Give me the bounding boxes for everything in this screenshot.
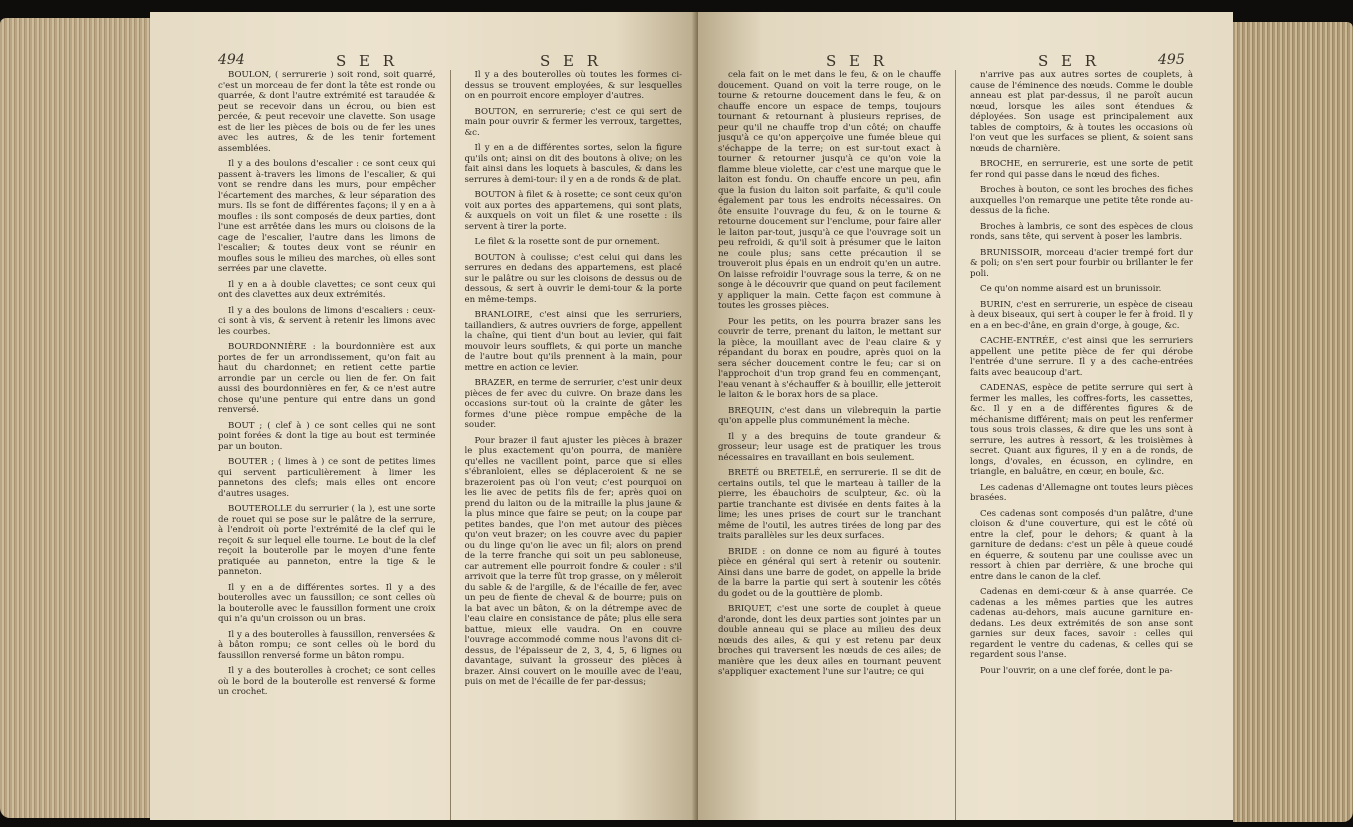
paragraph: Il y a des bouterolles à crochet; ce sont celles où le bord de la bouterolle est renversé & forme un crochet. (218, 666, 436, 697)
paragraph: BOUTEROLLE du serrurier ( la ), est une sorte de rouet qui se pose sur le palâtre de la serrure, à l'endroit où porte l'extrémité de la clef qui le reçoit & sur lequel elle tourne. Le bout de la clef reçoit la bouterolle par le moyen d'une fente pratiquée au panneton, entre la tige & le panneton. (218, 504, 436, 577)
paragraph: BRAZER, en terme de serrurier, c'est unir deux pièces de fer avec du cuivre. On braze dans les occasions sur-tout où la crainte de gâter les formes d'une pièce rompue empêche de la souder. (464, 378, 682, 430)
left-page-edges (0, 18, 150, 818)
paragraph: Le filet & la rosette sont de pur ornement. (474, 237, 660, 247)
paragraph: BRIQUET, c'est une sorte de couplet à queue d'aronde, dont les deux parties sont jointes par un double anneau qui se place au milieu des deux nœuds des ailes, & qui y est retenu par deux broches qui traversent les nœuds de ces ailes; de manière que les deux ailes en tournant peuvent s'appliquer exactement l'une sur l'autre; ce qui (718, 604, 941, 677)
paragraph: Il y a des boulons de limons d'escaliers : ceux-ci sont à vis, & servent à retenir les limons avec les courbes. (218, 305, 436, 337)
paragraph: BRUNISSOIR, morceau d'acier trempé fort dur & poli; on s'en sert pour fourbir ou brillanter le fer poli. (970, 247, 1193, 279)
right-column-2 (970, 70, 1193, 820)
paragraph: Pour brazer il faut ajuster les pièces à brazer le plus exactement qu'on pourra, de manière qu'elles ne vacillent point, parce que si elles s'ébranloient, elles se déplaceroient & ne se brazeroient pas où l'on veut; c'est pourquoi on les lie avec de petits fils de fer; après quoi on prend du laiton ou de la mitraille la plus jaune & la plus mince que faire se peut; on la coupe par petites bandes, que l'on met autour des pièces qu'on veut brazer; on les couvre avec du papier ou du linge qu'on lie avec un fil; alors on prend de la terre franche qui soit un peu sabloneuse, car autrement elle pourroit fondre & couler : s'il arrivoit que la terre fût trop grasse, on y mêleroit du sable & de l'argille, & de l'écaille de fer, avec un peu de fiente de cheval & de bourre; puis on la bat avec un bâton, & on la détrempe avec de l'eau claire en consistance de pâte; plus elle sera battue, mieux elle vaudra. On en couvre l'ouvrage accommodé comme nous l'avons dit ci-dessus, de l'épaisseur de 2, 3, 4, 5, 6 lignes ou davantage, suivant la grosseur des pièces à brazer. Ainsi couvert on le mouille avec de l'eau, puis on met de l'écaille de fer par-dessus; (464, 435, 682, 687)
paragraph: Il y en a à double clavettes; ce sont ceux qui ont des clavettes aux deux extrémités. (218, 279, 436, 300)
paragraph: Il y a des bouterolles où toutes les formes ci-dessus se trouvent employées, & sur lesquelles on en pourroit encore employer d'autres. (464, 70, 682, 101)
paragraph: Il y en a de différentes sortes, selon la figure qu'ils ont; ainsi on dit des boutons à olive; on les fait ainsi dans les loquets à bascules, & dans les serrures à demi-tour: il y en a de ronds & de plat. (464, 143, 682, 185)
column-rule (450, 70, 451, 820)
left-running-head-col2: S E R (540, 52, 603, 70)
column-rule (955, 70, 956, 820)
left-column-1 (218, 70, 436, 820)
paragraph: Broches à bouton, ce sont les broches des fiches auxquelles l'on remarque une petite tête ronde au-dessus de la fiche. (970, 185, 1193, 216)
paragraph: cela fait on le met dans le feu, & on le chauffe doucement. Quand on voit la terre rouge, on le tourne & retourne doucement dans le feu, & on chauffe encore un espace de temps, toujours tournant & retournant à plusieurs reprises, de peur qu'il ne chauffe trop d'un côté; on chauffe jusqu'à ce qu'on apperçoive une fumée bleue qui s'échappe de la terre; on est sur-tout exact à tourner & retourner jusqu'à ce qu'on voie la flamme bleue violette, car c'est une marque que le laiton est fondu. On chauffe encore un peu, afin que la fusion du laiton soit parfaite, & qu'il coule également par tous les endroits nécessaires. On ôte ensuite l'ouvrage du feu, & on le tourne & retourne doucement sur l'enclume, pour faire aller le laiton par-tout, jusqu'à ce que l'ouvrage soit un peu refroidi, & qu'il soit à présumer que le laiton ne coule plus; sans cette précaution il se trouveroit plus épais en un endroit qu'en un autre. On laisse refroidir l'ouvrage sous la terre, & on ne songe à le découvrir que quand on peut facilement y appliquer la main. Cette façon est commune à toutes les grosses pièces. (718, 70, 941, 311)
paragraph: BRIDE : on donne ce nom au figuré à toutes pièce en général qui sert à retenir ou soutenir. Ainsi dans une barre de godet, on appelle la bride de la barre la partie qui sert à soutenir les côtés du godet ou de la gouttière de plomb. (718, 546, 941, 599)
paragraph: CADENAS, espèce de petite serrure qui sert à fermer les malles, les coffres-forts, les cassettes, &c. Il y en a de différentes figures & de méchanisme différent; mais on peut les renfermer tous sous trois classes, & dire que les uns sont à serrure, les autres à ressort, & les troisièmes à secret. Quant aux figures, il y en a de ronds, de longs, d'ovales, en écusson, en cylindre, en triangle, en baluâtre, en cœur, en boule, &c. (970, 383, 1193, 477)
paragraph: Cadenas en demi-cœur & à anse quarrée. Ce cadenas a les mêmes parties que les autres cadenas au-dehors, mais aucune garniture en-dedans. Les deux extrémités de son anse sont garnies sur deux faces, savoir : celles qui regardent le ventre du cadenas, & celles qui se regardent sous l'anse. (970, 587, 1193, 660)
left-page-number: 494 (218, 52, 245, 68)
right-running-head-col2: S E R (1038, 52, 1101, 70)
right-page (698, 12, 1233, 820)
paragraph: BRETÉ ou BRETELÉ, en serrurerie. Il se dit de certains outils, tel que le marteau à tailler de la pierre, les ébauchoirs de sculpteur, &c. où la partie tranchante est divisée en dents faites à la lime; les unes prises de court sur le tranchant même de l'outil, les autres tirées de long par des traits parallèles sur les deux surfaces. (718, 468, 941, 541)
paragraph: Il y a des boulons d'escalier : ce sont ceux qui passent à-travers les limons de l'escalier, & qui vont se rendre dans les murs, pour empêcher l'écartement des marches, & leur séparation des murs. Ils se font de différentes façons; il y en a à moufles : ils sont composés de deux parties, dont l'une est arrêtée dans les murs ou cloisons de la cage de l'escalier, l'autre dans les limons de l'escalier; & toutes deux vont se réunir en moufles sous le milieu des marches, où elles sont serrées par une clavette. (218, 159, 436, 274)
right-column-1 (718, 70, 941, 820)
paragraph: BOUTER ; ( limes à ) ce sont de petites limes qui servent particulièrement à limer les pannetons des clefs; mais elles ont encore d'autres usages. (218, 457, 436, 499)
paragraph: Pour les petits, on les pourra brazer sans les couvrir de terre, prenant du laiton, le mettant sur la pièce, la mouillant avec de l'eau claire & y répandant du borax en poudre, après quoi on la sera sécher doucement contre le feu; car si on l'approchoit d'un trop grand feu en commençant, l'eau venant à s'échauffer & à bouillir, elle jetteroit le laiton & le borax hors de sa place. (718, 316, 941, 400)
right-page-number: 495 (1158, 52, 1185, 68)
paragraph: BOUTON, en serrurerie; c'est ce qui sert de main pour ouvrir & fermer les verroux, targettes, &c. (464, 106, 682, 138)
paragraph: BREQUIN, c'est dans un vilebrequin la partie qu'on appelle plus communément la mèche. (718, 405, 941, 426)
paragraph: BOUTON à coulisse; c'est celui qui dans les serrures en dedans des appartemens, est placé sur le palâtre ou sur les cloisons de dessus ou de dessous, & sert à ouvrir le demi-tour & la porte en même-temps. (464, 252, 682, 305)
left-page (150, 12, 698, 820)
paragraph: BOULON, ( serrurerie ) soit rond, soit quarré, c'est un morceau de fer dont la tête est ronde ou quarrée, & dont l'autre extrémité est taraudée & peut se recevoir dans un écrou, ou bien est percée, & peut recevoir une clavette. Son usage est de lier les pièces de bois ou de fer les unes avec les autres, & de les tenir fortement assemblées. (218, 70, 436, 154)
paragraph: n'arrive pas aux autres sortes de couplets, à cause de l'éminence des nœuds. Comme le double anneau est plat par-dessus, il ne paroît aucun nœud, lorsque les ailes sont étendues & déployées. Son usage est principalement aux tables de comptoirs, & à toutes les occasions où l'on veut que les surfaces se plient, & soient sans nœuds de charnière. (970, 70, 1193, 154)
right-columns (718, 70, 1193, 820)
paragraph: Il y a des bouterolles à faussillon, renversées & à bâton rompu; ce sont celles où le bord du faussillon renversé forme un bâton rompu. (218, 629, 436, 661)
paragraph: Les cadenas d'Allemagne ont toutes leurs pièces brasées. (970, 482, 1193, 503)
paragraph: BURIN, c'est en serrurerie, un espèce de ciseau à deux biseaux, qui sert à couper le fer à froid. Il y en a en bec-d'âne, en grain d'orge, à gouge, &c. (970, 299, 1193, 331)
right-running-head-col1: S E R (826, 52, 889, 70)
paragraph: BOUTON à filet & à rosette; ce sont ceux qu'on voit aux portes des appartemens, qui sont plats, & auxquels on voit un filet & une rosette : ils servent à tirer la porte. (464, 190, 682, 232)
paragraph: BOUT ; ( clef à ) ce sont celles qui ne sont point forées & dont la tige au bout est terminée par un bouton. (218, 420, 436, 452)
paragraph: Ces cadenas sont composés d'un palâtre, d'une cloison & d'une couverture, qui est le côté où entre la clef, pour le dehors; & quant à la garniture de dedans: c'est un pêle à queue coudé en équerre, & soutenu par une coulisse avec un ressort à chien par derrière, & une broche qui entre dans le canon de la clef. (970, 508, 1193, 582)
paragraph: Ce qu'on nomme aisard est un brunissoir. (980, 284, 1162, 294)
paragraph: Il y a des brequins de toute grandeur & grosseur; leur usage est de pratiquer les trous nécessaires en travaillant en bois seulement. (718, 431, 941, 463)
paragraph: CACHE-ENTRÉE, c'est ainsi que les serruriers appellent une petite pièce de fer qui dérobe l'entrée d'une serrure. Il y a des cache-entrées faits avec beaucoup d'art. (970, 336, 1193, 378)
paragraph: Pour l'ouvrir, on a une clef forée, dont le pa- (980, 665, 1173, 676)
paragraph: BOURDONNIÈRE : la bourdonnière est aux portes de fer un arrondissement, qu'on fait au haut du chardonnet; en retient cette partie arrondie par un cercle ou lien de fer. On fait aussi des bourdonnières en fer, & ce n'est autre chose qu'une penture qui entre dans un gond renversé. (218, 342, 436, 415)
right-page-edges (1233, 22, 1353, 822)
left-running-head-col1: S E R (336, 52, 399, 70)
paragraph: BRANLOIRE, c'est ainsi que les serruriers, taillandiers, & autres ouvriers de forge, appellent la chaîne, qui tient d'un bout au levier, qui fait mouvoir leurs soufflets, & qui porte un manche de l'autre bout qu'ils prennent à la main, pour mettre en action ce levier. (464, 310, 682, 373)
paragraph: Il y en a de différentes sortes. Il y a des bouterolles avec un faussillon; ce sont celles où la bouterolle avec le faussillon forment une croix qui n'a qu'un croisson ou un bras. (218, 582, 436, 624)
left-columns (218, 70, 682, 820)
paragraph: Broches à lambris, ce sont des espèces de clous ronds, sans tête, qui servent à poser les lambris. (970, 221, 1193, 242)
paragraph: BROCHE, en serrurerie, est une sorte de petit fer rond qui passe dans le nœud des fiches. (970, 159, 1193, 180)
left-column-2 (465, 70, 683, 820)
